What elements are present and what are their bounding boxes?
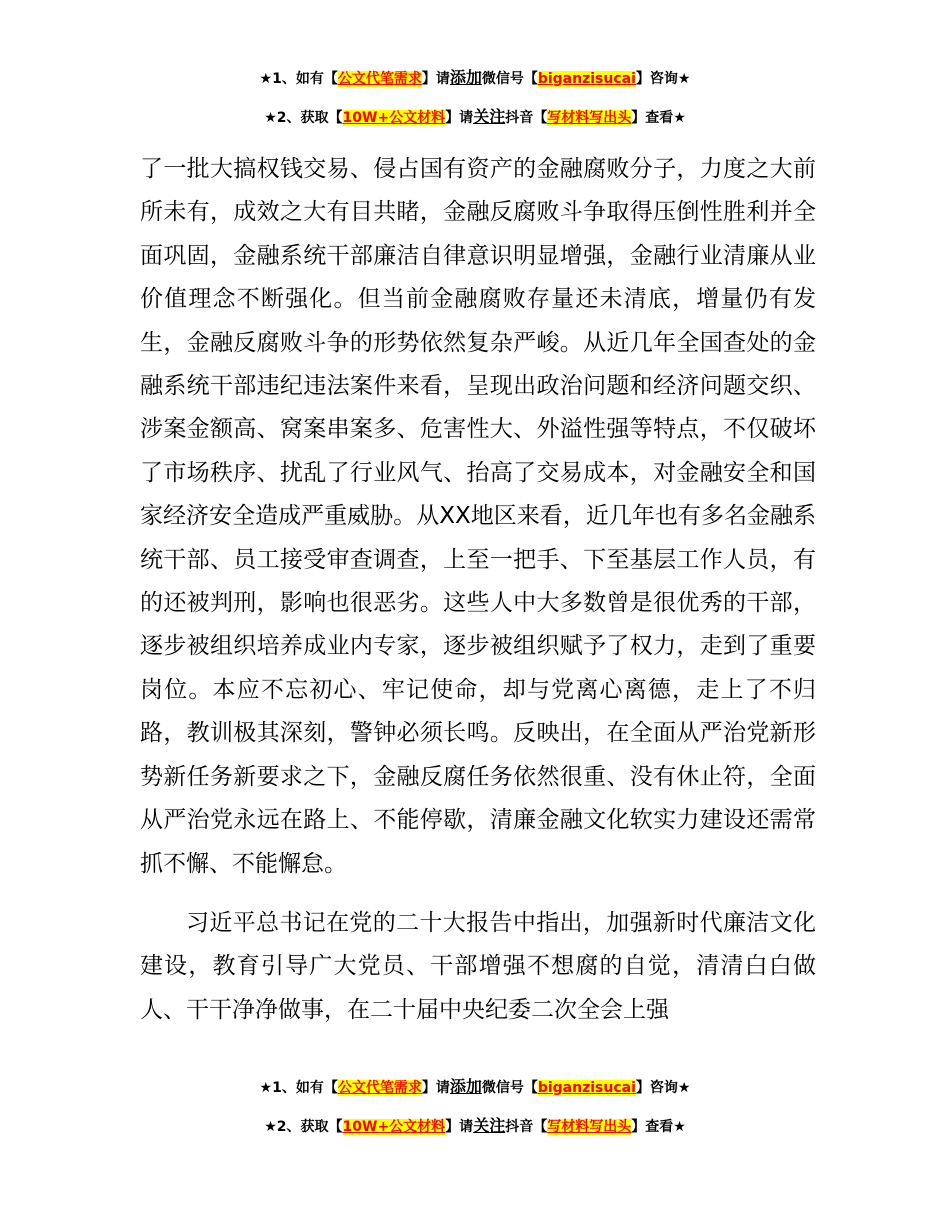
emphasis-follow: 关注 bbox=[473, 107, 506, 126]
highlight-service: 公文代笔需求 bbox=[337, 71, 422, 87]
banner-text: ★2、获取【 bbox=[264, 1119, 343, 1135]
banner-text: 微信号【 bbox=[481, 1080, 538, 1096]
banner-line-2-bottom bbox=[0, 1116, 950, 1137]
banner-line-2-top bbox=[0, 107, 950, 128]
banner-text: ★1、如有【 bbox=[259, 71, 338, 87]
banner-text: 】查看★ bbox=[631, 1119, 686, 1135]
banner-text: ★1、如有【 bbox=[259, 1080, 338, 1096]
banner-text: 微信号【 bbox=[481, 71, 538, 87]
banner-text: ★2、获取【 bbox=[264, 110, 343, 126]
banner-text: 】咨询★ bbox=[635, 1080, 691, 1096]
paragraph-1: 了一批大搞权钱交易、侵占国有资产的金融腐败分子，力度之大前所未有，成效之大有目共睹，金融反腐败斗争取得压倒性胜利并全面巩固，金融系统干部廉洁自律意识明显增强，金融行业清廉从业价值理念不断强化。但当前金融腐败存量还未清底，增量仍有发生，金融反腐败斗争的形势依然复杂严峻。从近几年全国查处的金融系统干部违纪违法案件来看，呈现出政治问题和经济问题交织、涉案金额高、窝案串案多、危害性大、外溢性强等特点，不仅破坏了市场秩序、扰乱了行业风气、抬高了交易成本，对金融安全和国家经济安全造成严重威胁。从XX地区来看，近几年也有多名金融系统干部、员工接受审查调查，上至一把手、下至基层工作人员，有的还被判刑，影响也很恶劣。这些人中大多数曾是很优秀的干部，逐步被组织培养成业内专家，逐步被组织赋予了权力，走到了重要岗位。本应不忘初心、牢记使命，却与党离心离德，走上了不归路，教训极其深刻，警钟必须长鸣。反映出，在全面从严治党新形势新任务新要求之下，金融反腐任务依然很重、没有休止符，全面从严治党永远在路上、不能停歇，清廉金融文化软实力建设还需常抓不懈、不能懈怠。 bbox=[140, 156, 816, 877]
banner-text: 】请 bbox=[445, 1119, 474, 1135]
highlight-materials: 10W+公文材料 bbox=[342, 110, 446, 126]
document-body bbox=[140, 148, 816, 1032]
highlight-service: 公文代笔需求 bbox=[337, 1080, 422, 1096]
highlight-wechat-id: biganzisucai bbox=[537, 71, 636, 87]
emphasis-add: 添加 bbox=[449, 1077, 482, 1096]
banner-text: 】请 bbox=[445, 110, 474, 126]
emphasis-follow: 关注 bbox=[473, 1116, 506, 1135]
paragraph-2: 习近平总书记在党的二十大报告中指出，加强新时代廉洁文化建设，教育引导广大党员、干部增强不想腐的自觉，清清白白做人、干干净净做事，在二十届中央纪委二次全会上强 bbox=[140, 909, 816, 1023]
highlight-materials: 10W+公文材料 bbox=[342, 1119, 446, 1135]
emphasis-add: 添加 bbox=[449, 68, 482, 87]
banner-text: 】查看★ bbox=[631, 110, 686, 126]
banner-text: 抖音【 bbox=[505, 110, 548, 126]
highlight-douyin-account: 写材料写出头 bbox=[547, 1119, 632, 1135]
banner-text: 】咨询★ bbox=[635, 71, 691, 87]
banner-text: 】请 bbox=[421, 71, 450, 87]
highlight-wechat-id: biganzisucai bbox=[537, 1080, 636, 1096]
banner-text: 】请 bbox=[421, 1080, 450, 1096]
banner-text: 抖音【 bbox=[505, 1119, 548, 1135]
banner-line-1-top bbox=[0, 68, 950, 89]
highlight-douyin-account: 写材料写出头 bbox=[547, 110, 632, 126]
banner-line-1-bottom bbox=[0, 1077, 950, 1098]
